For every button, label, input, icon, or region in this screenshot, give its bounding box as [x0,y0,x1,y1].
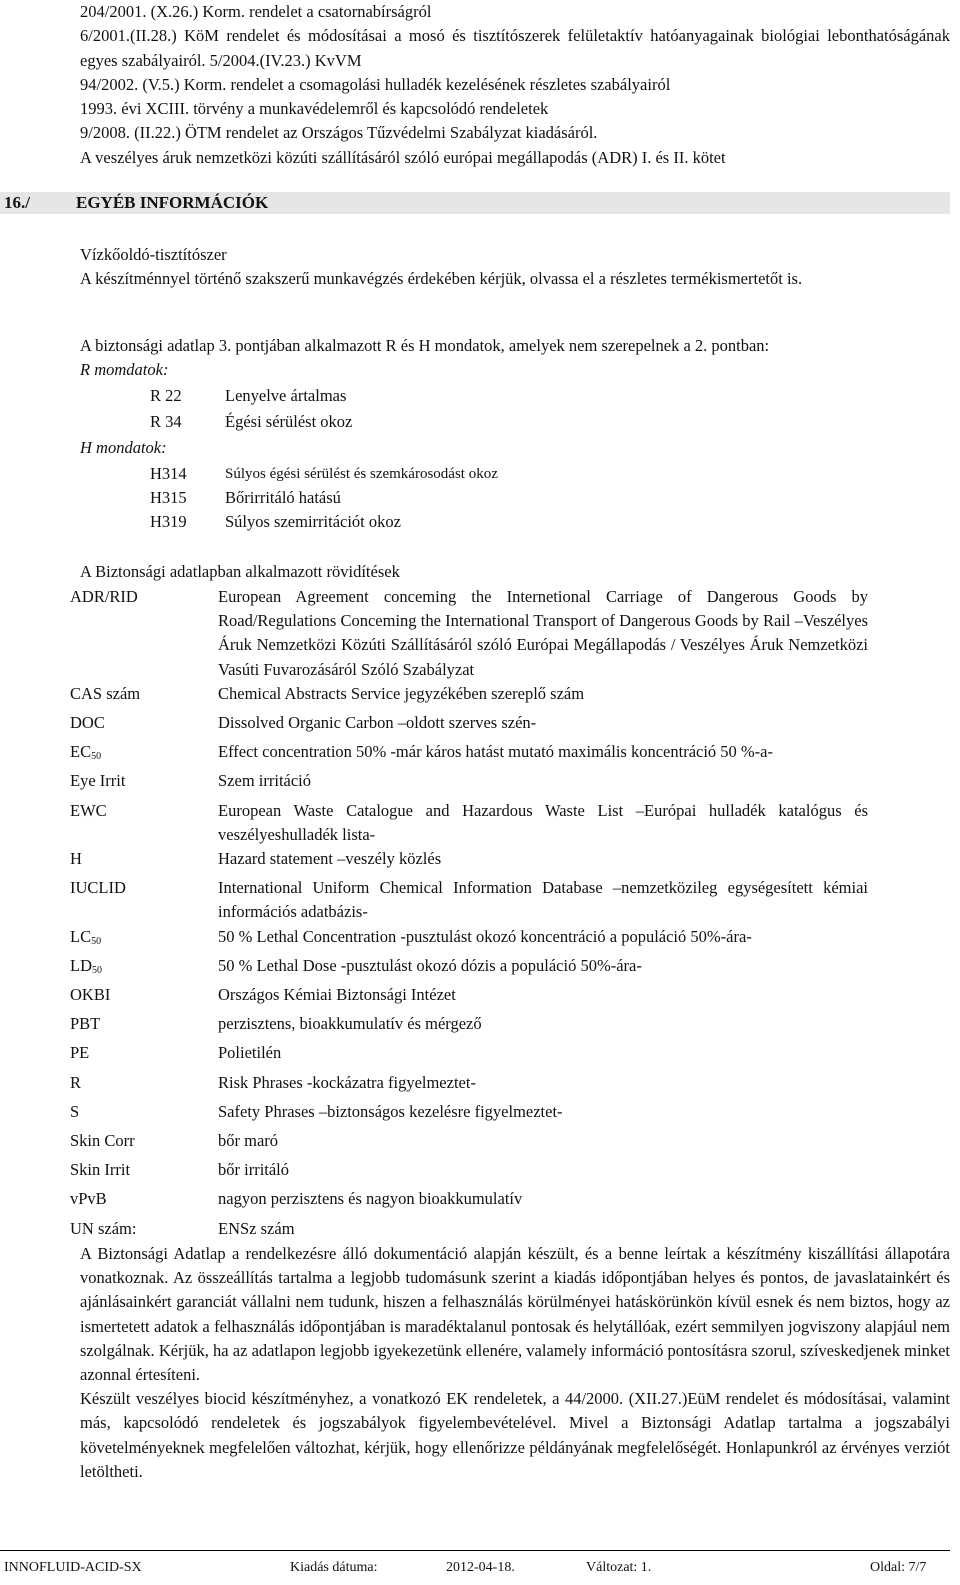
product-type: Vízkőoldó-tisztítószer [80,245,227,264]
footer-product-name: INNOFLUID-ACID-SX [4,1560,142,1575]
abbreviation-key: EWC [70,800,107,820]
abbreviation-key: UN szám: [70,1218,137,1238]
abbreviation-key: $LC_{50}$ [70,926,102,947]
abbreviation-key: H [70,849,82,869]
r-code: R 34 [150,412,182,431]
r-code: R 22 [150,386,182,405]
regulation-item: 1993. évi XCIII. törvény a munkavédelemről és kapcsolódó rendeletek [80,99,549,119]
abbreviation-key: ADR/RID [70,587,138,606]
read-details-note: A készítménnyel történő szakszerű munkavégzés érdekében kérjük, olvassa el a részletes termékismertetőt is. [80,269,803,288]
regulation-item: 94/2002. (V.5.) Korm. rendelet a csomagolási hulladék kezelésének részletes szabályairól [80,74,671,94]
abbreviation-meaning: bőr maró [218,1131,279,1151]
abbreviation-meaning: Országos Kémiai Biztonsági Intézet [218,985,456,1005]
section-title: EGYÉB INFORMÁCIÓK [76,193,269,212]
abbreviation-key: PE [70,1043,90,1063]
footer-page-number: Oldal: 7/7 [870,1560,927,1575]
abbreviation-row [70,876,950,924]
abbreviations-list [70,585,950,1246]
abbreviation-row [70,740,950,769]
regulatory-paragraph: Készült veszélyes biocid készítményhez, a vonatkozó EK rendeletek, a 44/2000. (XII.27.)EüM rendelet és módosításai, valamint más, kapcsolódó rendeletek és jogszabályok figyelembevételével. Mivel a Biztonsági Adatlap tartalma a jogszabályi követelményeknek megfelelően változhat, kérjük, hogy ellenőrizze példányának megfelelőségét. Honlapunkról az érvényes verziót letöltheti. [80,1389,950,1481]
abbreviation-meaning: 50 % Lethal Concentration -pusztulást okozó koncentráció a populáció 50%-ára- [218,926,752,946]
abbreviation-meaning: International Uniform Chemical Information Database –nemzetközileg egységesített kémiai információs adatbázis- [218,878,868,922]
regulation-item: 204/2001. (X.26.) Korm. rendelet a csatornabírságról [80,2,432,21]
abbreviation-key: Eye Irrit [70,771,126,791]
footer-divider [0,1550,950,1551]
section-heading-bar [0,192,950,214]
abbreviation-meaning: Szem irritáció [218,771,312,791]
regulation-item: 9/2008. (II.22.) ÖTM rendelet az Országos Tűzvédelmi Szabályzat kiadásáról. [80,123,598,143]
r-heading: R momdatok: [80,360,169,379]
footer-version: Változat: 1. [586,1560,652,1575]
abbreviation-key: Skin Corr [70,1131,135,1151]
abbreviation-row [70,1187,950,1216]
abbreviation-row [70,711,950,740]
abbreviation-meaning: nagyon perzisztens és nagyon bioakkumulatív [218,1189,523,1209]
abbreviation-row [70,983,950,1012]
footer-issue-date: 2012-04-18. [446,1560,515,1575]
abbreviation-key: $EC_{50}$ [70,742,102,763]
abbreviation-meaning: bőr irritáló [218,1160,290,1180]
abbreviation-meaning: perzisztens, bioakkumulatív és mérgező [218,1014,482,1034]
abbreviation-key: Skin Irrit [70,1160,131,1180]
section-number: 16./ [4,193,30,212]
h-text: Bőrirritáló hatású [225,488,341,507]
regulation-item: 6/2001.(II.28.) KöM rendelet és módosításai a mosó és tisztítószerek felületaktív hatóanyagainak biológiai lebonthatóságának egyes szabályairól. 5/2004.(IV.23.) KvVM [80,26,950,70]
h-code: H314 [150,464,187,483]
abbreviation-row [70,847,950,876]
abbreviation-key: R [70,1072,82,1092]
abbreviation-key: S [70,1101,80,1121]
abbreviation-row [70,1100,950,1129]
abbreviations-heading: A Biztonsági adatlapban alkalmazott rövidítések [80,562,400,581]
abbreviation-row [70,585,950,682]
h-code: H315 [150,488,187,507]
abbreviation-key: PBT [70,1014,101,1034]
abbreviation-row [70,1041,950,1070]
h-code: H319 [150,512,187,531]
abbreviation-row [70,682,950,711]
abbreviation-key: IUCLID [70,878,126,898]
abbreviation-row [70,1158,950,1187]
abbreviation-meaning: 50 % Lethal Dose -pusztulást okozó dózis a populáció 50%-ára- [218,955,642,975]
abbreviation-meaning: European Waste Catalogue and Hazardous Waste List –Európai hulladék katalógus és veszélyeshulladék lista- [218,800,868,844]
abbreviation-key: OKBI [70,985,111,1005]
regulations-list [80,0,950,170]
page-footer [0,1550,960,1580]
abbreviation-meaning: Dissolved Organic Carbon –oldott szerves szén- [218,713,537,733]
abbreviation-row [70,954,950,983]
disclaimer-paragraph: A Biztonsági Adatlap a rendelkezésre álló dokumentáció alapján készült, és a benne leírtak a készítmény kiszállítási állapotára vonatkoznak. Az összeállítás tartalma a legjobb tudomásunk szerint a kiadás időpontjában helyes és pontos, de javaslatainkért és ajánlásainkért garanciát vállalni nem tudunk, hiszen a felhasználás körülményei hatáskörünkön kívül esnek és nem biztos, hogy az ismertetett adatok a felhasználás időpontjában is maradéktalanul pontosak és helytállóak, ezért semmilyen jogviszony alapjául nem szolgálnak. Kérjük, ha az adatlapon legjobb igyekezetünk ellenére, valamely információ pontosításra szorul, szíveskedjenek minket azonnal értesíteni. [80,1244,950,1385]
abbreviation-meaning: Hazard statement –veszély közlés [218,849,442,869]
abbreviation-key: DOC [70,713,105,733]
disclaimer-block [80,1242,950,1484]
abbreviation-meaning: European Agreement conceming the Internetional Carriage of Dangerous Goods by Road/Regulations Conceming the International Transport of Dangerous Goods by Rail –Veszélyes Áruk Nemzetközi Közúti Szállításáról szóló Európai Megállapodás / Veszélyes Áruk Nemzetközi Vasúti Fuvarozásáról Szóló Szabályzat [218,587,868,679]
r-text: Égési sérülést okoz [225,412,353,431]
abbreviation-row [70,1071,950,1100]
abbreviation-key: CAS szám [70,683,141,703]
h-text: Súlyos égési sérülést és szemkárosodást okoz [225,466,498,482]
abbreviation-meaning: ENSz szám [218,1218,295,1238]
regulation-item: A veszélyes áruk nemzetközi közúti szállításáról szóló európai megállapodás (ADR) I. és II. kötet [80,147,726,167]
abbreviation-key: $LD_{50}$ [70,955,102,976]
abbreviation-meaning: Risk Phrases -kockázatra figyelmeztet- [218,1072,476,1092]
abbreviation-row [70,1012,950,1041]
r-text: Lenyelve ártalmas [225,386,347,405]
abbreviation-meaning: Safety Phrases –biztonságos kezelésre figyelmeztet- [218,1101,563,1121]
abbreviation-row [70,1129,950,1158]
abbreviation-meaning: Chemical Abstracts Service jegyzékében szereplő szám [218,683,585,703]
abbreviation-meaning: Effect concentration 50% -már káros hatást mutató maximális koncentráció 50 %-a- [218,742,773,762]
rh-phrases-block [80,358,950,538]
abbreviation-row [70,799,950,847]
h-heading: H mondatok: [80,438,167,457]
abbreviation-row [70,925,950,954]
h-text: Súlyos szemirritációt okoz [225,512,401,531]
rh-phrases-intro: A biztonsági adatlap 3. pontjában alkalmazott R és H mondatok, amelyek nem szerepelnek a 2. pontban: [80,336,770,355]
footer-issue-label: Kiadás dátuma: [290,1560,378,1575]
abbreviation-row [70,769,950,798]
abbreviation-key: vPvB [70,1189,107,1209]
abbreviation-meaning: Polietilén [218,1043,282,1063]
